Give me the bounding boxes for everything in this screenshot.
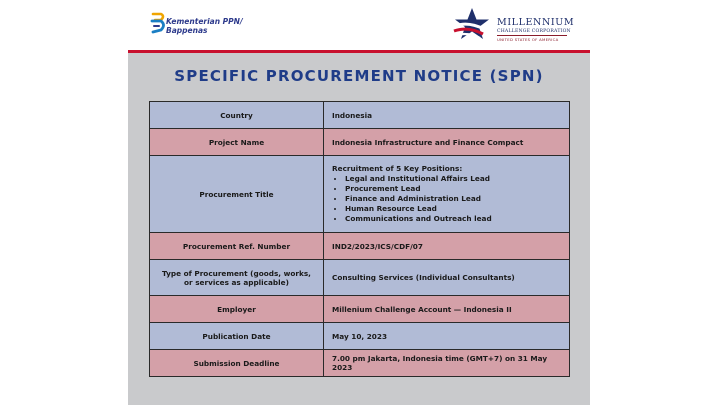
mcc-logo-rule bbox=[497, 35, 567, 36]
list-item: • Human Resource Lead bbox=[345, 204, 561, 214]
row-value: IND2/2023/ICS/CDF/07 bbox=[324, 233, 570, 260]
mcc-logo-name: MILLENNIUM bbox=[497, 17, 575, 28]
row-label: Submission Deadline bbox=[150, 350, 324, 377]
document-header bbox=[128, 0, 590, 50]
row-value: Consulting Services (Individual Consultants) bbox=[324, 260, 570, 296]
list-item: • Legal and Institutional Affairs Lead bbox=[345, 174, 561, 184]
document-page bbox=[128, 0, 590, 405]
bappenas-line-1: Kementerian PPN/ bbox=[166, 17, 243, 26]
row-label: Publication Date bbox=[150, 323, 324, 350]
mcc-logo-country: UNITED STATES OF AMERICA bbox=[497, 37, 559, 42]
list-item: • Communications and Outreach lead bbox=[345, 214, 561, 224]
row-label: Employer bbox=[150, 296, 324, 323]
row-value: 7.00 pm Jakarta, Indonesia time (GMT+7) on 31 May 2023 bbox=[324, 350, 570, 377]
row-label: Project Name bbox=[150, 129, 324, 156]
list-item: • Procurement Lead bbox=[345, 184, 561, 194]
row-value: Indonesia bbox=[324, 102, 570, 129]
row-label: Country bbox=[150, 102, 324, 129]
spn-table bbox=[149, 101, 570, 377]
table-row bbox=[150, 233, 570, 260]
page-title: SPECIFIC PROCUREMENT NOTICE (SPN) bbox=[174, 67, 544, 85]
table-row bbox=[150, 323, 570, 350]
row-value: Indonesia Infrastructure and Finance Compact bbox=[324, 129, 570, 156]
table-row bbox=[150, 102, 570, 129]
row-label: Procurement Title bbox=[150, 156, 324, 233]
bappenas-line-2: Bappenas bbox=[166, 26, 208, 35]
mcc-logo-subtitle: CHALLENGE CORPORATION bbox=[497, 29, 571, 34]
row-label: Procurement Ref. Number bbox=[150, 233, 324, 260]
table-row bbox=[150, 296, 570, 323]
row-value: May 10, 2023 bbox=[324, 323, 570, 350]
table-row bbox=[150, 129, 570, 156]
bappenas-logo-text bbox=[166, 17, 243, 35]
row-value bbox=[324, 156, 570, 233]
positions-list bbox=[332, 174, 561, 224]
row-label: Type of Procurement (goods, works, or services as applicable) bbox=[150, 260, 324, 296]
bappenas-logo-icon bbox=[150, 12, 166, 36]
mcc-star-icon bbox=[450, 7, 494, 43]
procurement-intro: Recruitment of 5 Key Positions: bbox=[332, 164, 463, 173]
table-row bbox=[150, 260, 570, 296]
row-value: Millenium Challenge Account — Indonesia II bbox=[324, 296, 570, 323]
list-item: • Finance and Administration Lead bbox=[345, 194, 561, 204]
table-row bbox=[150, 350, 570, 377]
table-row bbox=[150, 156, 570, 233]
header-divider bbox=[128, 50, 590, 53]
